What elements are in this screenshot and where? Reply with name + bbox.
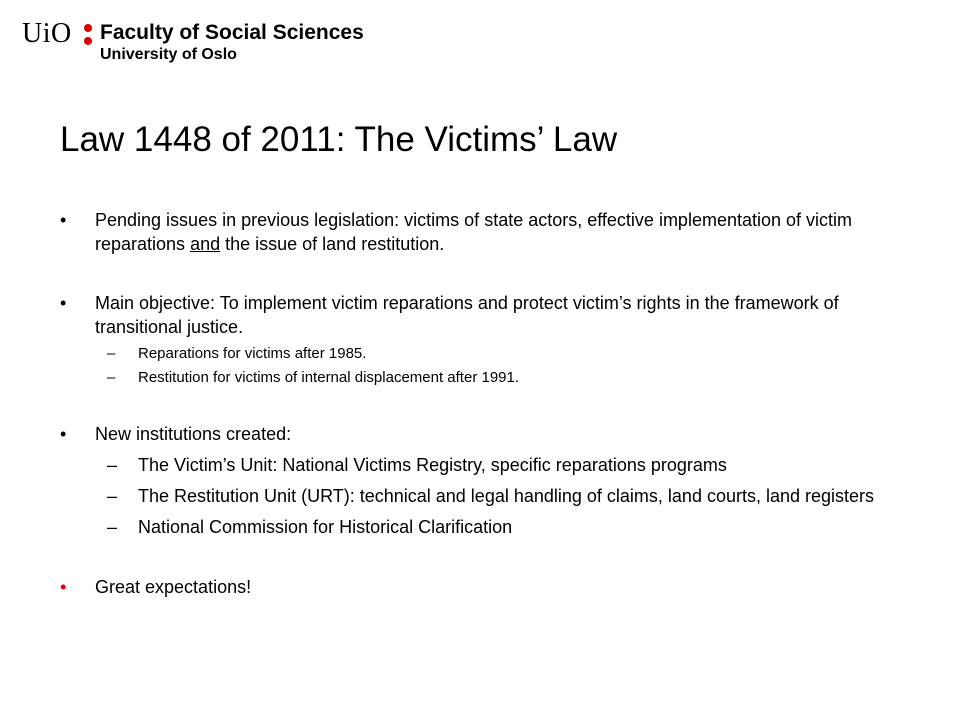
subitem-text: Reparations for victims after 1985. — [138, 345, 367, 362]
bullet-text: Main objective: To implement victim reparations and protect victim’s rights in the framework of transitional justice. — [95, 293, 839, 337]
university-name: University of Oslo — [100, 46, 237, 63]
dash-marker: – — [107, 486, 118, 506]
subitem-victims-unit — [60, 453, 920, 477]
bullet-marker: • — [60, 210, 67, 230]
subitem-text: National Commission for Historical Clarification — [138, 517, 513, 537]
bullet-text: Pending issues in previous legislation: victims of state actors, effective implementation of victim reparations — [95, 210, 853, 254]
subitem-national-commission — [60, 515, 920, 539]
subitem-reparations — [60, 343, 920, 364]
subitem-restitution-unit — [60, 484, 920, 508]
bullet-marker: • — [60, 293, 67, 313]
subitem-text: The Restitution Unit (URT): technical and legal handling of claims, land courts, land registers — [138, 486, 875, 506]
faculty-name: Faculty of Social Sciences — [100, 21, 364, 44]
dash-marker: – — [107, 369, 116, 386]
bullet-text: Great expectations! — [95, 577, 252, 597]
bullet-main-objective — [60, 291, 920, 339]
bullet-text: New institutions created: — [95, 424, 292, 444]
dash-marker: – — [107, 455, 118, 475]
bullet-pending-issues — [60, 208, 920, 256]
subitem-text: The Victim’s Unit: National Victims Registry, specific reparations programs — [138, 455, 727, 475]
dash-marker: – — [107, 517, 118, 537]
bullet-marker: • — [60, 424, 67, 444]
bullet-marker: • — [60, 577, 67, 597]
slide-content — [60, 208, 920, 599]
subitem-text: Restitution for victims of internal displacement after 1991. — [138, 369, 520, 386]
uio-logo-text: UiO — [22, 18, 72, 49]
bullet-new-institutions — [60, 422, 920, 446]
logo-colon-mark — [84, 24, 92, 46]
underlined-word: and — [190, 234, 221, 254]
bullet-text-end: the issue of land restitution. — [220, 234, 445, 254]
bullet-great-expectations — [60, 575, 920, 599]
slide-title: Law 1448 of 2011: The Victims’ Law — [60, 120, 618, 159]
dash-marker: – — [107, 345, 116, 362]
subitem-restitution — [60, 367, 920, 388]
